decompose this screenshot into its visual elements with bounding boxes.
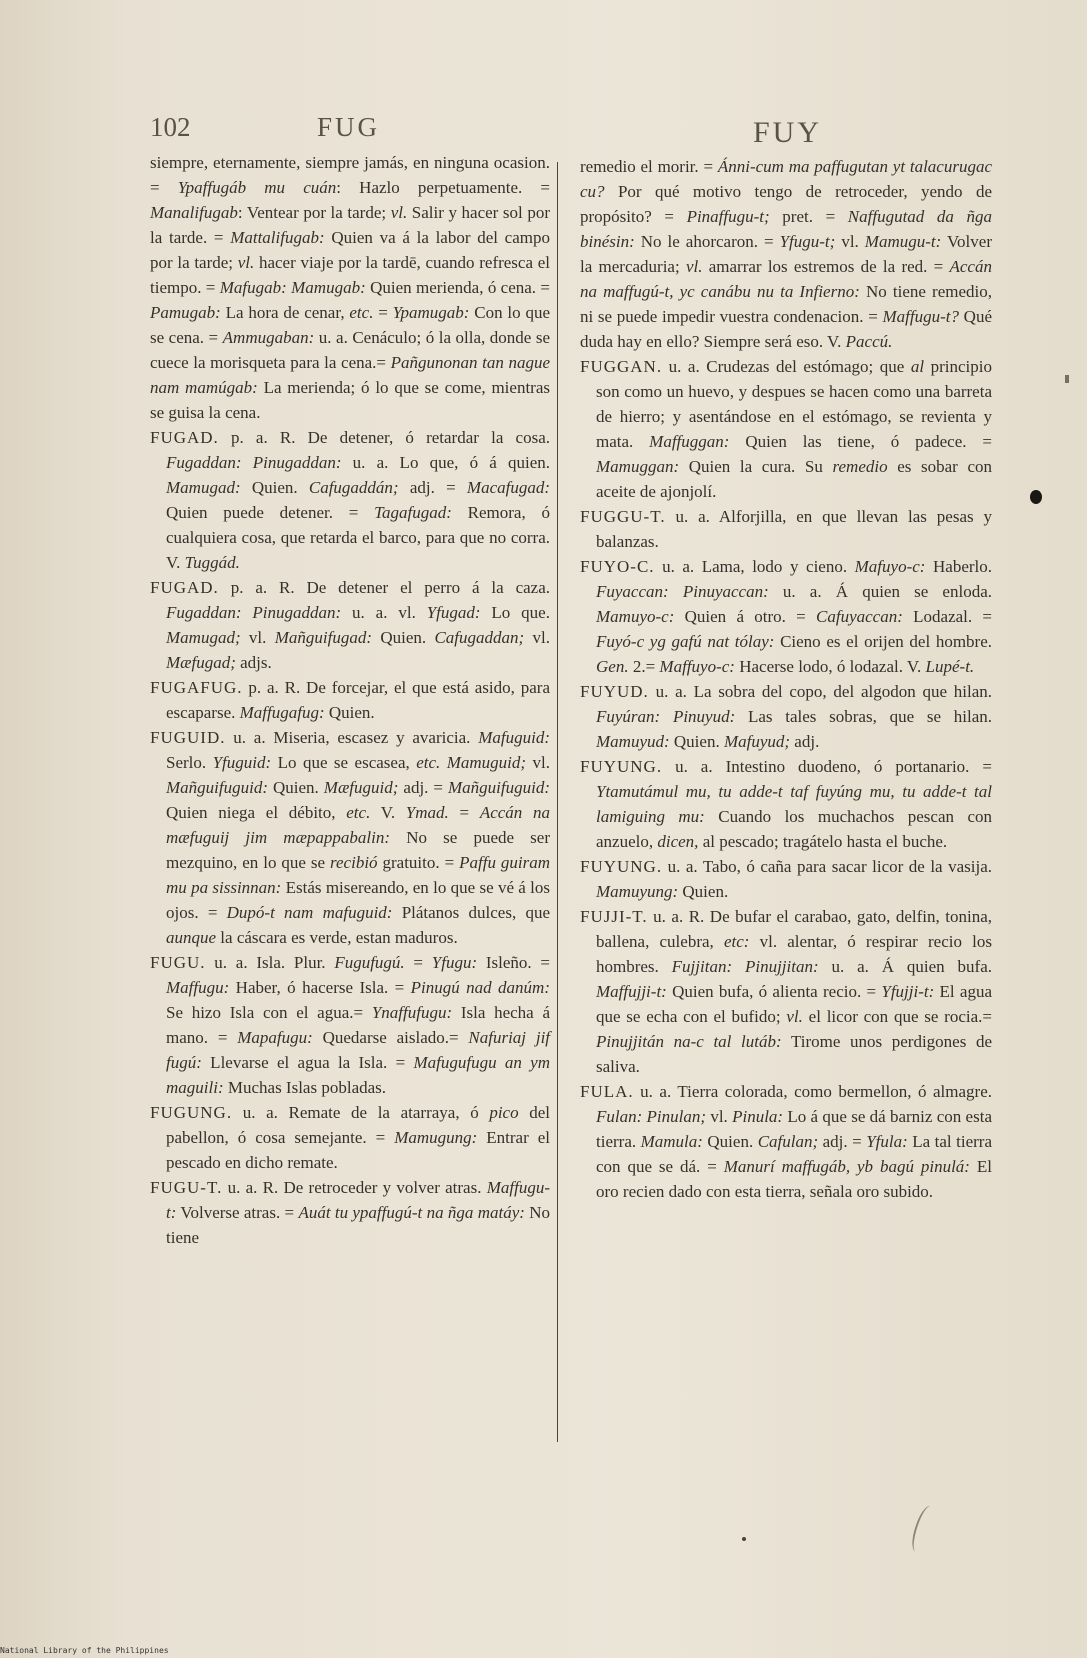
example-text: Manurí maffugáb, yb bagú pinulá: [723, 1157, 970, 1176]
definition-text: pret. = [769, 207, 848, 226]
example-text: Fugaddan: Pinugaddan: [166, 453, 342, 472]
definition-text: Qué duda hay en ello? Siempre será eso. V. [580, 307, 992, 351]
example-text: Mamula: [640, 1132, 703, 1151]
definition-text: Quien. [669, 732, 724, 751]
example-text: Mamuyud: [596, 732, 670, 751]
example-text: Cafulan; [757, 1132, 819, 1151]
example-text: Tagafugad: [374, 503, 452, 522]
example-text: Yfuguid: [212, 753, 272, 772]
left-column [150, 150, 550, 1250]
dictionary-entry [150, 950, 550, 1100]
headword: FUGAFUG. [150, 678, 243, 697]
definition-text: Lo que. [480, 603, 550, 622]
example-text: Mattalifugab: [230, 228, 325, 247]
definition-text: adj. = [398, 478, 467, 497]
definition-text: u. a. Crudezas del estómago; que [662, 357, 911, 376]
definition-text: Cieno es el orijen del hombre. [774, 632, 993, 651]
example-text: Mamuyung: [596, 882, 679, 901]
definition-text: adj. [790, 732, 820, 751]
definition-text: Tirome unos perdigones de saliva. [596, 1032, 992, 1076]
definition-text: Por qué motivo tengo de retroceder, yendo de propósito? = [580, 182, 992, 226]
definition-text: al pescado; tragátelo hasta el buche. [698, 832, 948, 851]
example-text: Maffujji-t: [596, 982, 667, 1001]
definition-text: u. a. Remate de la atarraya, ó [232, 1103, 490, 1122]
example-text: Accán na maffugú-t, yc canábu nu ta Infierno: [580, 257, 992, 301]
example-text: etc: [723, 932, 750, 951]
definition-text: amarrar los estremos de la red. = [702, 257, 950, 276]
example-text: Yfula: [866, 1132, 908, 1151]
definition-text: u. a. La sobra del copo, del algodon que hilan. [648, 682, 992, 701]
definition-text: u. a. vl. [341, 603, 427, 622]
definition-text: Quien. [372, 628, 435, 647]
ink-dot [742, 1537, 746, 1541]
definition-text: Muchas Islas pobladas. [223, 1078, 387, 1097]
example-text: Manalifugab [150, 203, 238, 222]
example-text: Cafugaddán; [308, 478, 399, 497]
dictionary-entry [150, 575, 550, 675]
example-text: Ammugaban: [222, 328, 315, 347]
definition-text: u. a. Intestino duodeno, ó portanario. = [662, 757, 992, 776]
dictionary-entry [580, 504, 992, 554]
example-text: Mamugad; [166, 628, 241, 647]
definition-text: Quien bufa, ó alienta recio. = [666, 982, 882, 1001]
example-text: Fulan: Pinulan; [596, 1107, 707, 1126]
definition-text: Volver la mercaduria; [580, 232, 992, 276]
example-text: recibió [330, 853, 378, 872]
example-text: Accán na mæfuguij jim mæpappabalin: [166, 803, 551, 847]
headword: FUGUNG. [150, 1103, 233, 1122]
example-text: Mafugab: Mamugab: [219, 278, 366, 297]
headword: FUGAD. [150, 578, 219, 597]
example-text: Pañgunonan tan nague nam mamúgab: [150, 353, 551, 397]
definition-text: la cáscara es verde, estan maduros. [216, 928, 458, 947]
example-text: Mafuguid: [478, 728, 550, 747]
definition-text: vl. [524, 628, 550, 647]
dictionary-entry [150, 725, 550, 950]
example-text: Ymad. [405, 803, 449, 822]
example-text: Yfugu-t; [779, 232, 836, 251]
definition-text: u. a. Lo que, ó á quien. [341, 453, 550, 472]
example-text: Mañguifuguid: [448, 778, 551, 797]
definition-text: El agua que se echa con el bufido; [596, 982, 993, 1026]
example-text: Mamuyo-c: [596, 607, 675, 626]
example-text: Mañguifuguid: [166, 778, 268, 797]
definition-text: vl. [835, 232, 865, 251]
headword: FUYUNG. [580, 857, 663, 876]
example-text: Tuggád. [184, 553, 240, 572]
example-text: remedio [832, 457, 888, 476]
example-text: Ynaffufugu: [371, 1003, 453, 1022]
definition-text: u. a. R. De bufar el carabao, gato, delfin, tonina, ballena, culebra, [596, 907, 992, 951]
dictionary-entry [580, 679, 992, 754]
definition-text: Lodazal. = [902, 607, 992, 626]
definition-text: Quien va á la labor del campo por la tarde; [150, 228, 550, 272]
example-text: vl. [390, 203, 408, 222]
example-text: Fuyúran: Pinuyud: [596, 707, 736, 726]
definition-text: u. a. Tabo, ó caña para sacar licor de la vasija. [662, 857, 992, 876]
example-text: Mamuguid; [446, 753, 527, 772]
example-text: Maffugafug: [239, 703, 325, 722]
definition-text: : Ventear por la tarde; [237, 203, 391, 222]
example-text: Maffugu-t: [166, 1178, 550, 1222]
definition-text: No se puede ser mezquino, en lo que se [166, 828, 551, 872]
page-number: 102 [150, 112, 191, 142]
definition-text: Salir y hacer sol por la tarde. = [150, 203, 550, 247]
ink-blot [1030, 490, 1042, 504]
definition-text: hacer viaje por la tardē, cuando refresca el tiempo. = [150, 253, 550, 297]
example-text: aunque [166, 928, 217, 947]
example-text: Auát tu ypaffugú-t na ñga matáy: [298, 1203, 525, 1222]
definition-text: Llevarse el agua la Isla. = [201, 1053, 414, 1072]
pencil-mark [908, 1504, 938, 1555]
example-text: al [910, 357, 925, 376]
dictionary-entry [580, 554, 992, 679]
example-text: vl. [237, 253, 255, 272]
definition-text: Quien á otro. = [674, 607, 817, 626]
dictionary-entry [580, 754, 992, 854]
example-text: dicen, [657, 832, 699, 851]
page-mark [1065, 375, 1069, 383]
definition-text: vl. [240, 628, 275, 647]
example-text: Mamugung: [394, 1128, 478, 1147]
definition-text: Volverse atras. = [176, 1203, 299, 1222]
definition-text: Quien. [324, 703, 375, 722]
column-divider [557, 162, 558, 1442]
definition-text: V. [370, 803, 406, 822]
definition-text: vl. alentar, ó respirar recio los hombres. [596, 932, 992, 976]
right-column [580, 154, 992, 1204]
example-text: Maffuyo-c: [659, 657, 735, 676]
definition-text: Se hizo Isla con el agua.= [166, 1003, 372, 1022]
definition-text: : Hazlo perpetuamente. = [336, 178, 550, 197]
definition-text: u. a. Miseria, escasez y avaricia. [225, 728, 479, 747]
definition-text: Hacerse lodo, ó lodazal. V. [734, 657, 926, 676]
definition-text: Quien. [240, 478, 309, 497]
definition-text: siempre, eternamente, siempre jamás, en ninguna ocasion. = [150, 153, 550, 197]
definition-text: Entrar el pescado en dicho remate. [166, 1128, 550, 1172]
definition-text: Haber, ó hacerse Isla. = [229, 978, 411, 997]
definition-text: Remora, ó cualquiera cosa, que retarda el barco, para que no corra. V. [166, 503, 550, 572]
example-text: Lupé-t. [925, 657, 975, 676]
example-text: Mamugu-t: [864, 232, 942, 251]
example-text: Maffuggan: [649, 432, 730, 451]
example-text: Paffu guiram mu pa sissinnan: [166, 853, 551, 897]
entry-continuation [580, 154, 992, 354]
headword: FUGU-T. [150, 1178, 223, 1197]
definition-text: vl. [706, 1107, 733, 1126]
definition-text: = [373, 303, 393, 322]
definition-text: = [448, 803, 480, 822]
example-text: Ypamugab: [392, 303, 470, 322]
definition-text: La merienda; ó lo que se come, mientras se guisa la cena. [150, 378, 550, 422]
definition-text: u. a. Alforjilla, en que llevan las pesas y balanzas. [596, 507, 992, 551]
example-text: Gen. [596, 657, 629, 676]
definition-text: No tiene remedio, ni se puede impedir vuestra condenacion. = [580, 282, 992, 326]
definition-text: u. a. Tierra colorada, como bermellon, ó almagre. [633, 1082, 992, 1101]
example-text: Fugaddan: Pinugaddan: [166, 603, 342, 622]
example-text: Nafuriaj jif fugú: [166, 1028, 551, 1072]
definition-text: u. a. Á quien se enloda. [768, 582, 992, 601]
example-text: Mæfugad; [166, 653, 236, 672]
definition-text: Quien puede detener. = [166, 503, 375, 522]
definition-text: El oro recien dado con esta tierra, señala oro subido. [596, 1157, 993, 1201]
example-text: Fujjitan: Pinujjitan: [671, 957, 819, 976]
dictionary-entry [580, 1079, 992, 1204]
definition-text: Quien la cura. Su [679, 457, 833, 476]
example-text: Macafugad: [466, 478, 551, 497]
definition-text: Quien. [268, 778, 324, 797]
headword: FUYO-C. [580, 557, 655, 576]
definition-text: Quedarse aislado.= [312, 1028, 469, 1047]
dictionary-entry [150, 1175, 550, 1250]
example-text: Cafugaddan; [434, 628, 525, 647]
definition-text: p. a. R. De detener el perro á la caza. [218, 578, 550, 597]
headword: FULA. [580, 1082, 634, 1101]
left-guide-word: FUG [317, 112, 381, 142]
definition-text: No le ahorcaron. = [634, 232, 780, 251]
definition-text: = [404, 953, 432, 972]
dictionary-entry [580, 354, 992, 504]
definition-text: u. a. R. De retroceder y volver atras. [222, 1178, 487, 1197]
definition-text: La hora de cenar, [220, 303, 350, 322]
example-text: Dupó-t nam mafuguid: [226, 903, 393, 922]
definition-text: Lo á que se dá barniz con esta tierra. [596, 1107, 992, 1151]
example-text: Cafuyaccan: [816, 607, 903, 626]
headword: FUGGU-T. [580, 507, 666, 526]
definition-text: No tiene [166, 1203, 550, 1247]
definition-text: Quien. [702, 1132, 758, 1151]
example-text: vl. [685, 257, 703, 276]
example-text: Ánni-cum ma paffugutan yt talacurugac cu? [580, 157, 992, 201]
example-text: etc. [416, 753, 441, 772]
definition-text: es sobar con aceite de ajonjolí. [596, 457, 992, 501]
example-text: etc. [346, 803, 371, 822]
definition-text: u. a. Lama, lodo y cieno. [654, 557, 855, 576]
dictionary-entry [150, 675, 550, 725]
example-text: pico [489, 1103, 519, 1122]
definition-text: del pabellon, ó cosa semejante. = [166, 1103, 550, 1147]
example-text: Yfujji-t: [881, 982, 935, 1001]
example-text: Ypaffugáb mu cuán [177, 178, 337, 197]
example-text: Fuyaccan: Pinuyaccan: [596, 582, 769, 601]
example-text: Yfugad: [426, 603, 481, 622]
dictionary-entry [580, 854, 992, 904]
definition-text: Lo que se escasea, [271, 753, 417, 772]
headword: FUYUNG. [580, 757, 663, 776]
definition-text: Quien las tiene, ó padece. = [729, 432, 992, 451]
example-text: Pinaffugu-t; [686, 207, 770, 226]
headword: FUGGAN. [580, 357, 663, 376]
example-text: Pamugab: [150, 303, 221, 322]
example-text: Pinula: [732, 1107, 784, 1126]
example-text: Mæfuguid; [323, 778, 399, 797]
definition-text: Las tales sobras, que se hilan. [735, 707, 992, 726]
example-text: Mafuyud; [723, 732, 791, 751]
definition-text: Serlo. [166, 753, 213, 772]
dictionary-entry [150, 425, 550, 575]
definition-text: Con lo que se cena. = [150, 303, 550, 347]
definition-text: Quien. [678, 882, 729, 901]
example-text: Ytamutámul mu, tu adde-t taf fuyúng mu, tu adde-t tal lamiguing mu: [596, 782, 992, 826]
right-guide-word: FUY [753, 116, 823, 149]
definition-text: adj. = [398, 778, 449, 797]
entry-continuation [150, 150, 550, 425]
example-text: etc. [349, 303, 374, 322]
library-credit: National Library of the Philippines [0, 1646, 169, 1655]
definition-text: Estás misereando, en lo que se vé á los ojos. = [166, 878, 550, 922]
definition-text: adjs. [235, 653, 272, 672]
definition-text: Haberlo. [925, 557, 992, 576]
definition-text: 2.= [628, 657, 660, 676]
page-header [0, 112, 1087, 152]
definition-text: Plátanos dulces, que [392, 903, 550, 922]
definition-text: remedio el morir. = [580, 157, 718, 176]
example-text: Fugufugú. [334, 953, 405, 972]
headword: FUYUD. [580, 682, 649, 701]
example-text: Mafugufugu an ym maguili: [166, 1053, 551, 1097]
definition-text: u. a. Isla. Plur. [205, 953, 335, 972]
definition-text: el licor con que se rocia.= [802, 1007, 992, 1026]
definition-text: La tal tierra con que se dá. = [596, 1132, 992, 1176]
headword: FUGUID. [150, 728, 226, 747]
definition-text: Isleño. = [477, 953, 550, 972]
example-text: Paccú. [845, 332, 893, 351]
definition-text: Quien niega el débito, [166, 803, 347, 822]
definition-text: p. a. R. De forcejar, el que está asido, para escaparse. [166, 678, 550, 722]
definition-text: principio son como un huevo, y despues se hacen como una barreta de hierro; y asentándose en el estómago, se revienta y mata. [596, 357, 992, 451]
example-text: Maffugu: [166, 978, 230, 997]
headword: FUGAD. [150, 428, 219, 447]
definition-text: Cuando los muchachos pescan con anzuelo, [596, 807, 992, 851]
example-text: Yfugu: [431, 953, 478, 972]
example-text: vl. [786, 1007, 803, 1026]
example-text: Fuyó-c yg gafú nat tólay: [596, 632, 775, 651]
definition-text: u. a. Cenáculo; ó la olla, donde se cuece la morisqueta para la cena.= [150, 328, 550, 372]
dictionary-entry [580, 904, 992, 1079]
example-text: Mapafugu: [237, 1028, 313, 1047]
definition-text: u. a. Á quien bufa. [818, 957, 992, 976]
definition-text: Isla hecha á mano. = [166, 1003, 550, 1047]
definition-text: gratuito. = [377, 853, 460, 872]
example-text: Mafuyo-c: [854, 557, 926, 576]
headword: FUGU. [150, 953, 206, 972]
example-text: Mañguifugad: [274, 628, 373, 647]
definition-text: adj. = [818, 1132, 867, 1151]
example-text: Pinujjitán na-c tal lutáb: [596, 1032, 782, 1051]
definition-text: p. a. R. De detener, ó retardar la cosa. [218, 428, 550, 447]
dictionary-entry [150, 1100, 550, 1175]
headword: FUJJI-T. [580, 907, 648, 926]
example-text: Mamugad: [166, 478, 241, 497]
example-text: Naffugutad da ñga binésin: [580, 207, 992, 251]
example-text: Pinugú nad danúm: [410, 978, 550, 997]
example-text: Maffugu-t? [882, 307, 959, 326]
example-text: Mamuggan: [596, 457, 680, 476]
definition-text: vl. [526, 753, 550, 772]
definition-text: Quien merienda, ó cena. = [365, 278, 550, 297]
